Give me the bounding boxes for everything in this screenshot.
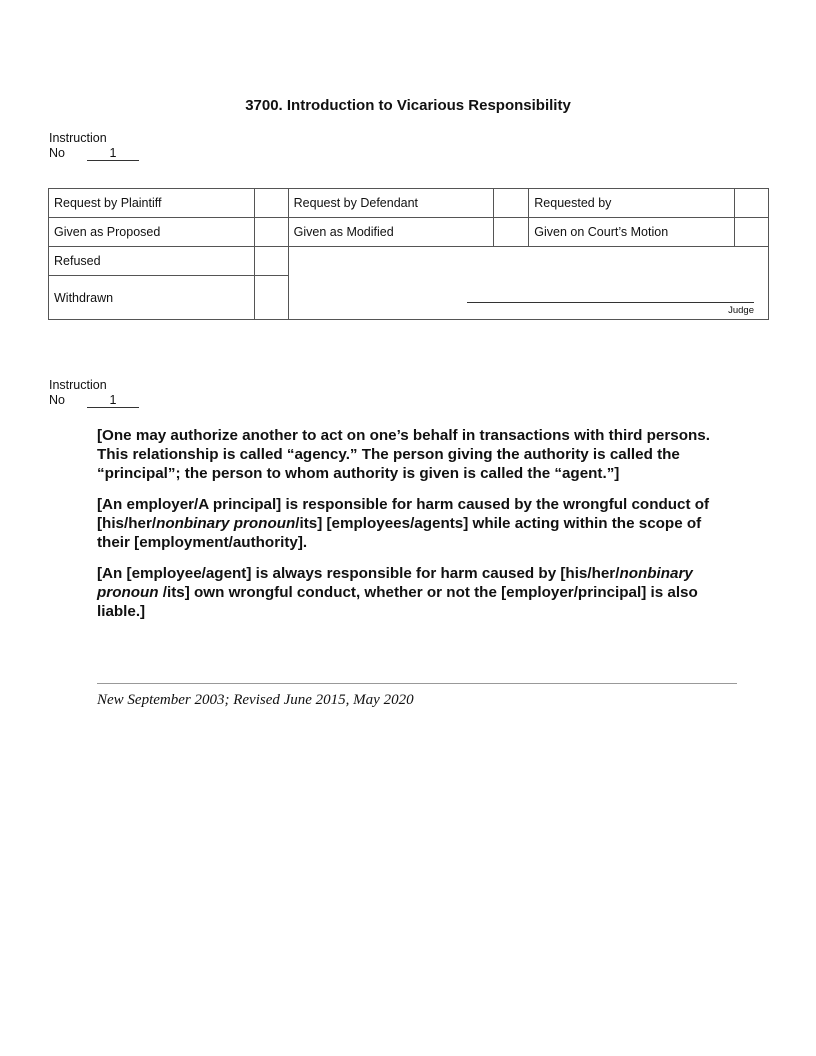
requested-by-checkbox[interactable] [735,189,769,218]
section-divider [97,683,737,684]
paragraph-employer-responsibility [97,495,737,552]
given-as-modified-checkbox[interactable] [494,218,529,247]
instruction-number-block [49,131,139,161]
given-on-courts-motion-label: Given on Court’s Motion [529,218,735,247]
paragraph-text: /its] own wrongful conduct, whether or not the [employer/principal] is also liable.] [97,584,698,620]
revision-history: New September 2003; Revised June 2015, May 2020 [97,692,414,708]
paragraph-text: [An [employee/agent] is always responsible for harm caused by [his/her/ [97,565,620,582]
instruction-no-label: No [49,393,65,407]
request-by-plaintiff-checkbox[interactable] [254,189,288,218]
request-by-defendant-label: Request by Defendant [288,189,494,218]
page-title: 3700. Introduction to Vicarious Responsibility [245,97,571,114]
withdrawn-label: Withdrawn [49,276,255,320]
instruction-label: Instruction [49,378,107,392]
paragraph-agency-definition: [One may authorize another to act on one’s behalf in transactions with third persons. This relationship is called “agency.” The person giving the authority is called the “principal”; the person to whom authority is given is called the “agent.”] [97,427,710,482]
judge-signature-line [467,302,754,303]
requested-by-label: Requested by [529,189,735,218]
request-by-plaintiff-label: Request by Plaintiff [49,189,255,218]
paragraph-employee-responsibility [97,564,737,621]
instruction-no-label: No [49,146,65,160]
refused-label: Refused [49,247,255,276]
given-on-courts-motion-checkbox[interactable] [735,218,769,247]
instruction-no-value: 1 [87,146,139,161]
request-table [48,188,769,320]
refused-checkbox[interactable] [254,247,288,276]
paragraph-italic-text: nonbinary pronoun [97,565,693,601]
instruction-number-block-2 [49,378,139,408]
instruction-body [97,426,737,633]
given-as-proposed-checkbox[interactable] [254,218,288,247]
judge-label: Judge [728,305,754,316]
given-as-modified-label: Given as Modified [288,218,494,247]
instruction-label: Instruction [49,131,107,145]
withdrawn-checkbox[interactable] [254,276,288,320]
paragraph-text: /its] [employees/agents] while acting within the scope of their [employment/authority]. [97,515,702,551]
given-as-proposed-label: Given as Proposed [49,218,255,247]
judge-signature-area [288,247,768,320]
paragraph-italic-text: nonbinary pronoun [156,515,296,532]
instruction-no-value: 1 [87,393,139,408]
request-by-defendant-checkbox[interactable] [494,189,529,218]
paragraph-text: [An employer/A principal] is responsible for harm caused by the wrongful conduct of [his/her/ [97,496,710,532]
